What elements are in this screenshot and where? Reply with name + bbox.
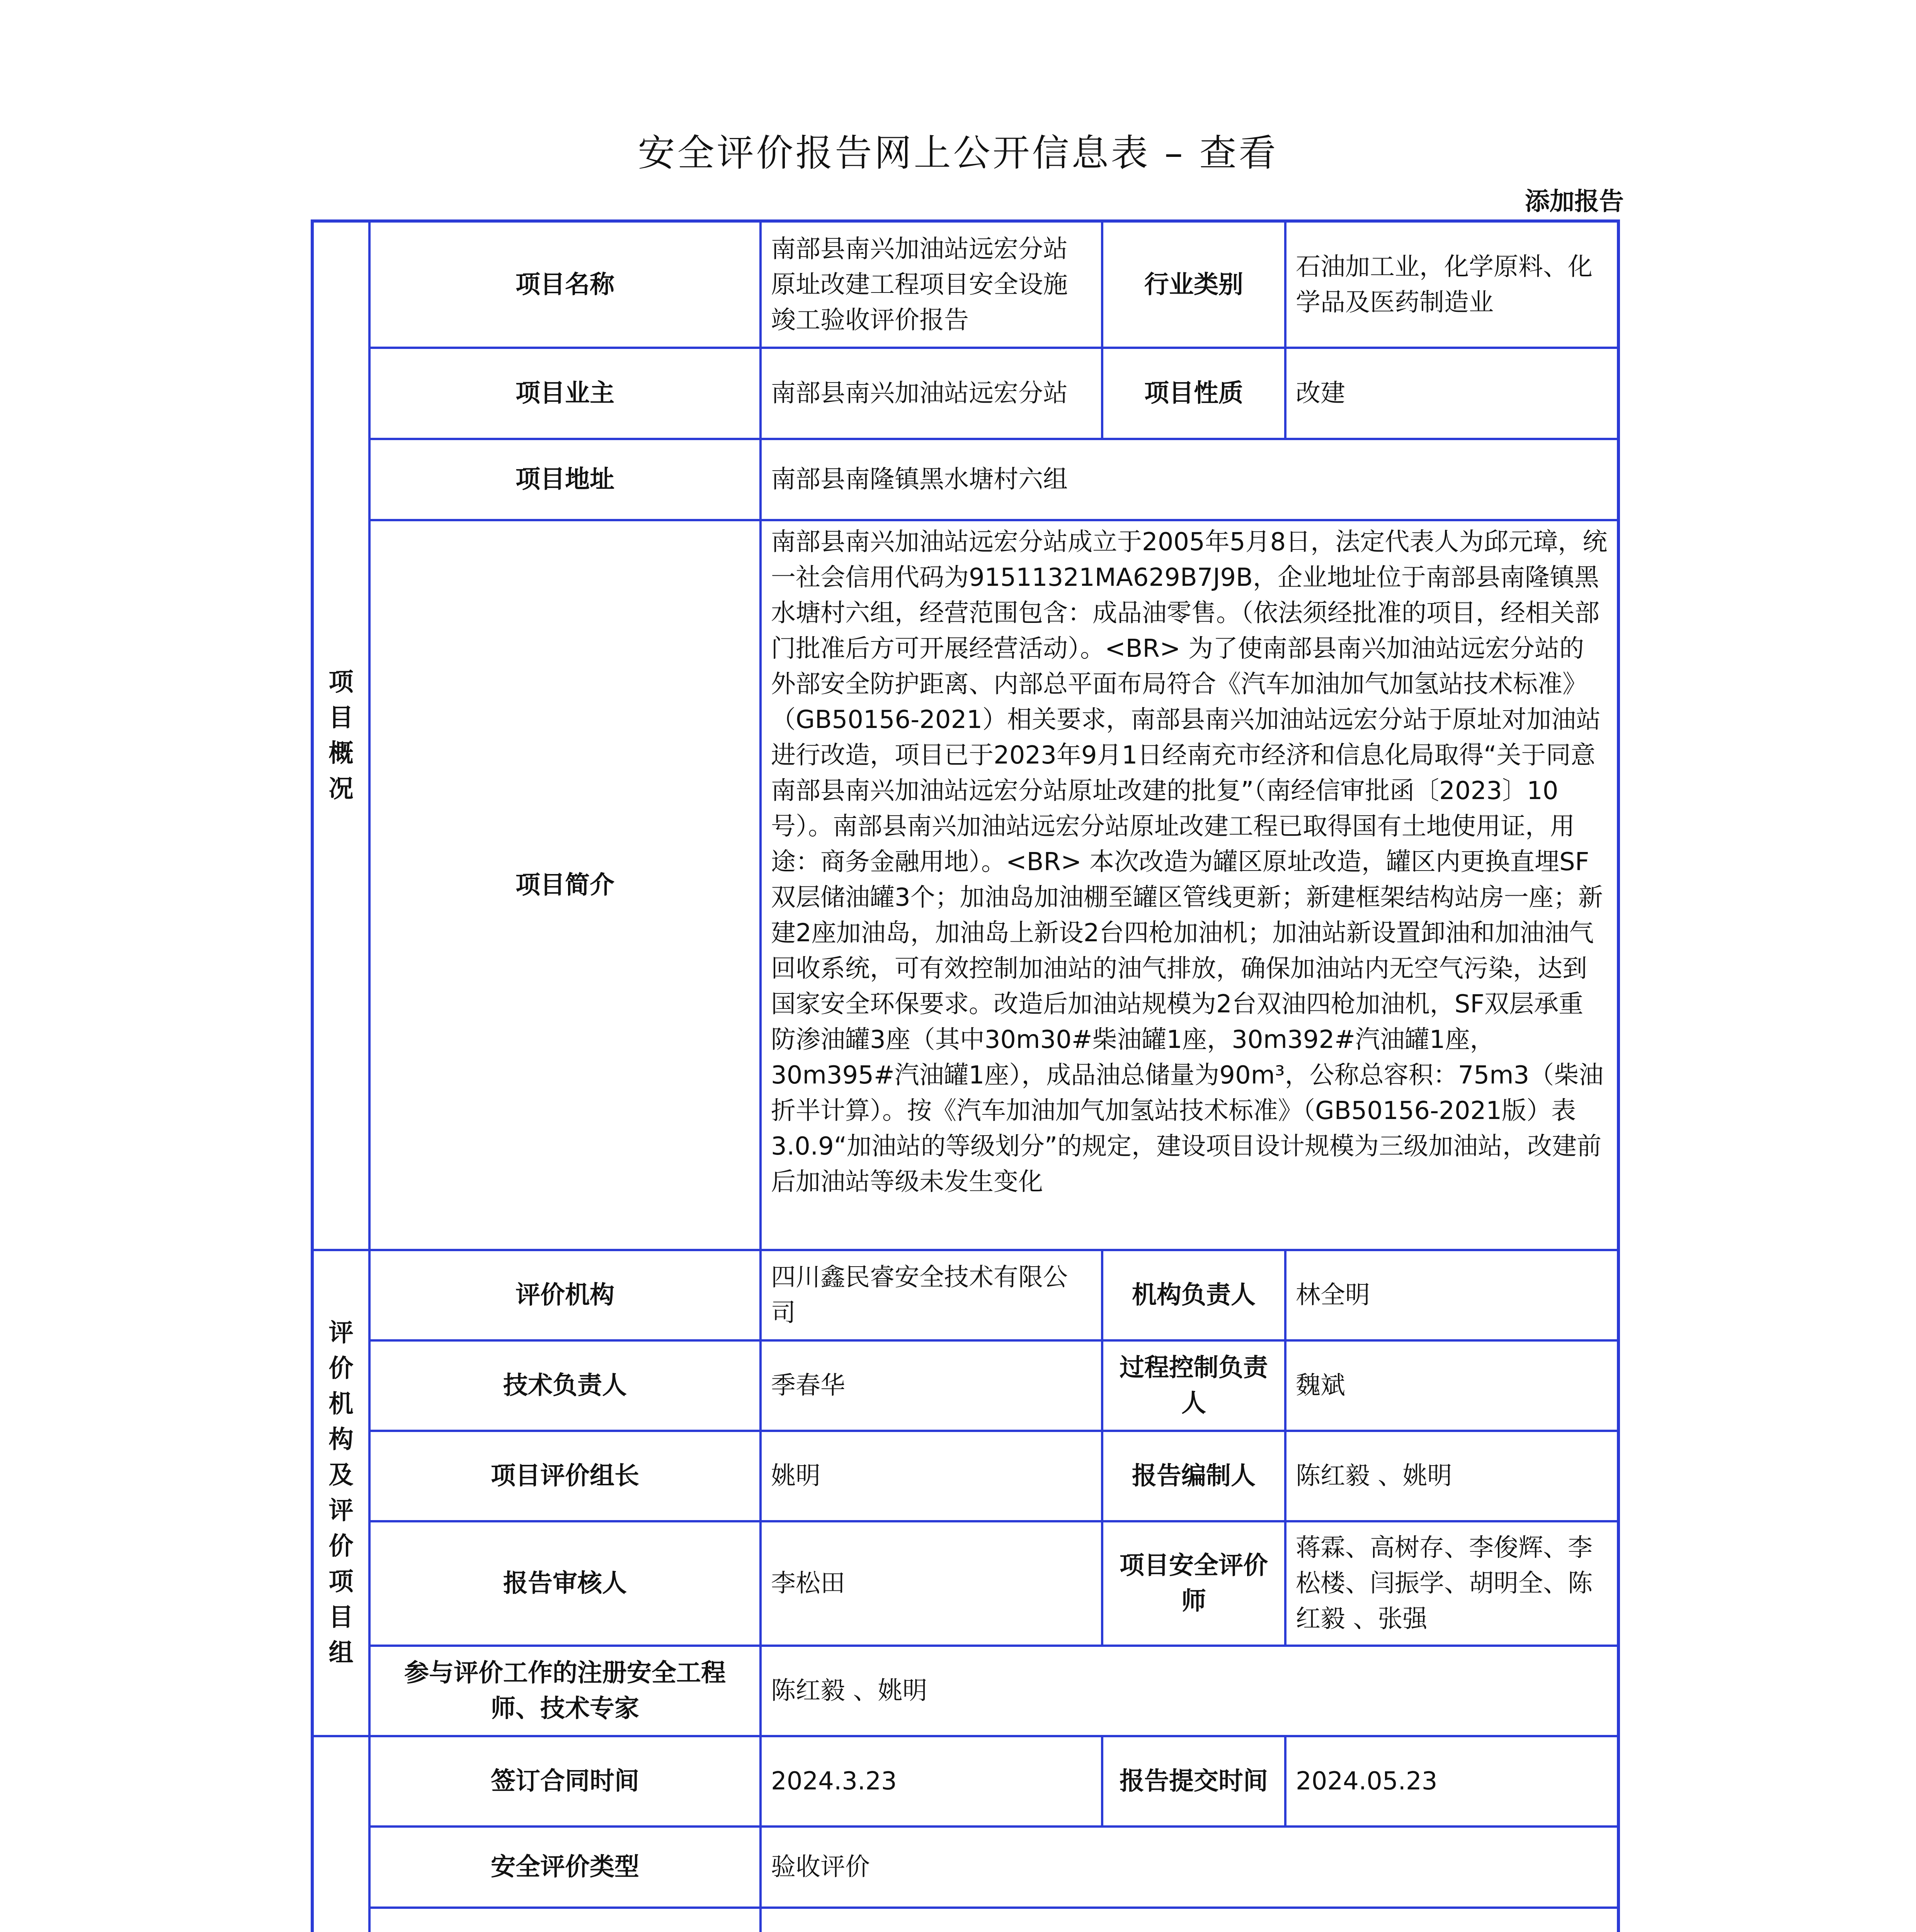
process-head-label: 过程控制负责人 xyxy=(1102,1340,1285,1431)
nature-label: 项目性质 xyxy=(1102,348,1285,439)
intro-label: 项目简介 xyxy=(369,520,761,1250)
industry-value: 石油加工业，化学原料、化学品及医药制造业 xyxy=(1285,221,1618,348)
type-value: 验收评价 xyxy=(761,1827,1618,1908)
row-type xyxy=(312,1827,1618,1908)
assessors-label: 项目安全评价师 xyxy=(1102,1521,1285,1646)
row-team-leader xyxy=(312,1431,1618,1521)
row-experts xyxy=(312,1646,1618,1736)
onsite-people-label xyxy=(369,1908,761,1932)
agency-head-value: 林全明 xyxy=(1285,1250,1618,1340)
report-author-value: 陈红毅 、姚明 xyxy=(1285,1431,1618,1521)
address-value: 南部县南隆镇黑水塘村六组 xyxy=(761,439,1618,520)
tech-head-value: 季春华 xyxy=(761,1340,1102,1431)
project-name-value: 南部县南兴加油站远宏分站原址改建工程项目安全设施竣工验收评价报告 xyxy=(761,221,1102,348)
reviewer-label: 报告审核人 xyxy=(369,1521,761,1646)
section-org: 评价机构及评价项目组 xyxy=(312,1250,369,1736)
reviewer-value: 李松田 xyxy=(761,1521,1102,1646)
industry-label: 行业类别 xyxy=(1102,221,1285,348)
row-owner xyxy=(312,348,1618,439)
contract-date-value: 2024.3.23 xyxy=(761,1736,1102,1827)
report-author-label: 报告编制人 xyxy=(1102,1431,1285,1521)
row-project-name xyxy=(312,221,1618,348)
agency-head-label: 机构负责人 xyxy=(1102,1250,1285,1340)
row-tech-head xyxy=(312,1340,1618,1431)
row-address xyxy=(312,439,1618,520)
row-contract xyxy=(312,1736,1618,1827)
row-onsite-people xyxy=(312,1908,1618,1932)
row-agency xyxy=(312,1250,1618,1340)
address-label: 项目地址 xyxy=(369,439,761,520)
assessors-value: 蒋霖、高树存、李俊辉、李松楼、闫振学、胡明全、陈红毅 、张强 xyxy=(1285,1521,1618,1646)
submit-date-label: 报告提交时间 xyxy=(1102,1736,1285,1827)
process-head-value: 魏斌 xyxy=(1285,1340,1618,1431)
team-leader-label: 项目评价组长 xyxy=(369,1431,761,1521)
contract-date-label: 签订合同时间 xyxy=(369,1736,761,1827)
intro-value: 南部县南兴加油站远宏分站成立于2005年5月8日，法定代表人为邱元璋，统一社会信用代码为91511321MA629B7J9B，企业地址位于南部县南隆镇黑水塘村六组，经营范围包含：成品油零售。（依法须经批准的项目，经相关部门批准后方可开展经营活动）。<BR> 为了使南部县南兴加油站远宏分站的外部安全防护距离、内部总平面布局符合《汽车加油加气加氢站技术标准》（GB50156-2021）相关要求，南部县南兴加油站远宏分站于原址对加油站进行改造，项目已于2023年9月1日经南充市经济和信息化局取得“关于同意南部县南兴加油站远宏分站原址改建的批复”（南经信审批函〔2023〕10号）。南部县南兴加油站远宏分站原址改建工程已取得国有土地使用证，用途：商务金融用地）。<BR> 本次改造为罐区原址改造，罐区内更换直埋SF双层储油罐3个；加油岛加油棚至罐区管线更新；新建框架结构站房一座；新建2座加油岛，加油岛上新设2台四枪加油机；加油站新设置卸油和加油油气回收系统，可有效控制加油站的油气排放，确保加油站内无空气污染，达到国家安全环保要求。改造后加油站规模为2台双油四枪加油机，SF双层承重防渗油罐3座（其中30m30#柴油罐1座，30m392#汽油罐1座，30m395#汽油罐1座），成品油总储量为90m³，公称总容积：75m3（柴油折半计算）。按《汽车加油加气加氢站技术标准》（GB50156-2021版）表3.0.9“加油站的等级划分”的规定，建设项目设计规模为三级加油站，改建前后加油站等级未发生变化 xyxy=(761,520,1618,1250)
owner-value: 南部县南兴加油站远宏分站 xyxy=(761,348,1102,439)
experts-label: 参与评价工作的注册安全工程师、技术专家 xyxy=(369,1646,761,1736)
section-overview: 项目概况 xyxy=(312,221,369,1250)
owner-label: 项目业主 xyxy=(369,348,761,439)
agency-value: 四川鑫民睿安全技术有限公司 xyxy=(761,1250,1102,1340)
row-intro xyxy=(312,520,1618,1250)
type-label: 安全评价类型 xyxy=(369,1827,761,1908)
section-activity xyxy=(312,1736,369,1932)
tech-head-label: 技术负责人 xyxy=(369,1340,761,1431)
agency-label: 评价机构 xyxy=(369,1250,761,1340)
experts-value: 陈红毅 、姚明 xyxy=(761,1646,1618,1736)
row-reviewer xyxy=(312,1521,1618,1646)
add-report-link[interactable]: 添加报告 xyxy=(1525,187,1624,216)
team-leader-value: 姚明 xyxy=(761,1431,1102,1521)
project-name-label: 项目名称 xyxy=(369,221,761,348)
info-table xyxy=(311,219,1620,1932)
page-title: 安全评价报告网上公开信息表 – 查看 xyxy=(638,131,1278,175)
onsite-people-value xyxy=(761,1908,1618,1932)
nature-value: 改建 xyxy=(1285,348,1618,439)
submit-date-value: 2024.05.23 xyxy=(1285,1736,1618,1827)
